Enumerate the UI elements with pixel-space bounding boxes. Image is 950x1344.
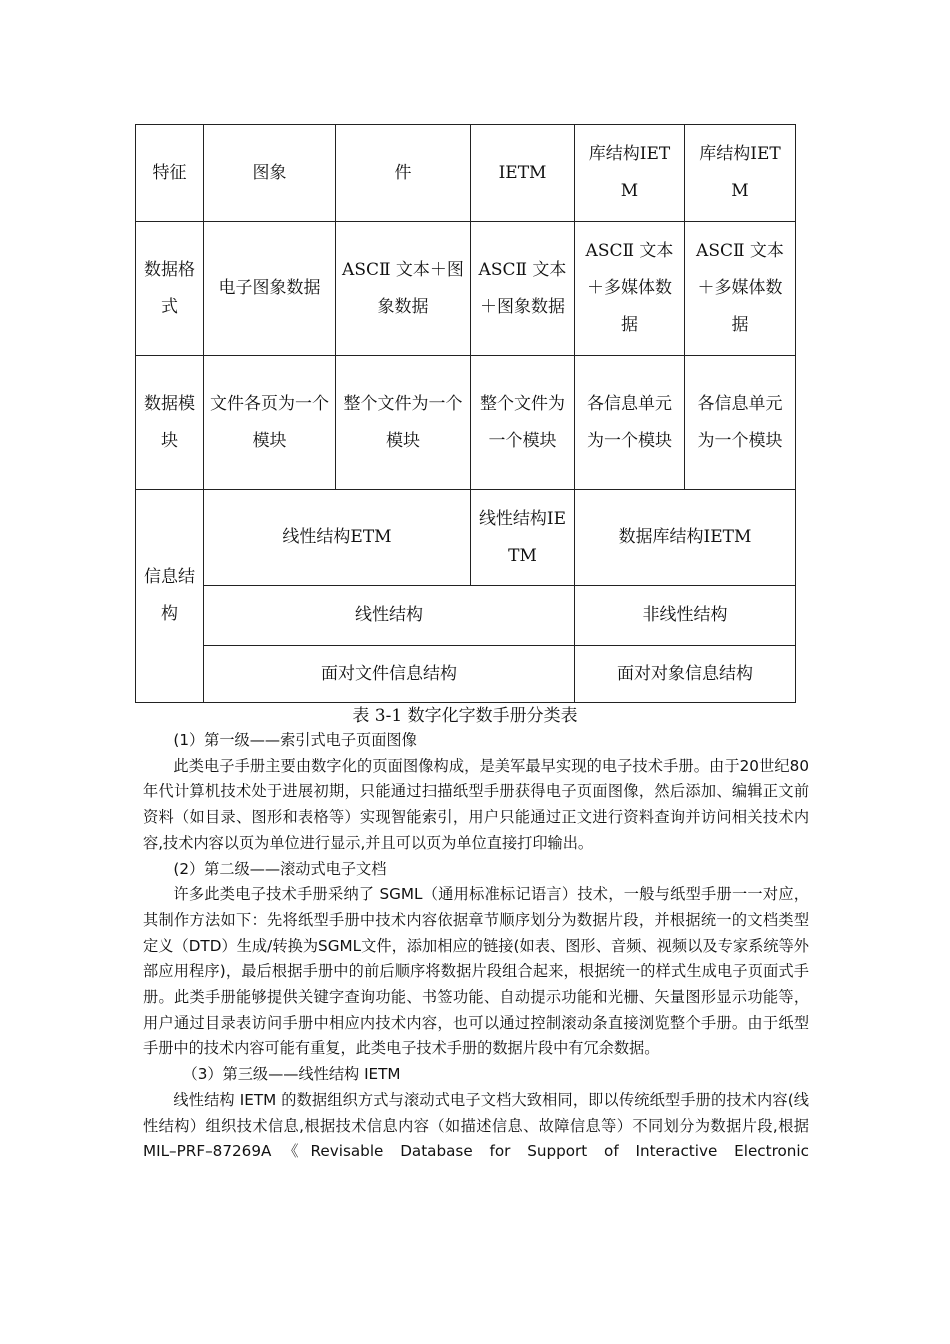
header-cell: 件 [336, 125, 471, 222]
table-cell: ASCⅡ 文本＋图象数据 [336, 222, 471, 356]
table-cell: 各信息单元为一个模块 [575, 356, 685, 490]
table-cell: 电子图象数据 [204, 222, 336, 356]
header-cell: IETM [471, 125, 575, 222]
classification-table [135, 124, 796, 703]
section-heading: (1）第一级——索引式电子页面图像 [173, 731, 417, 749]
table-row [136, 490, 796, 586]
table-row [136, 586, 796, 646]
paragraph: 线性结构 IETM 的数据组织方式与滚动式电子文档大致相同，即以传统纸型手册的技术内容(线性结构）组织技术信息,根据技术信息内容（如描述信息、故障信息等）不同划分为数据片段,根据 MIL–PRF–87269A《Revisable Database for Support of Interactive Electronic [143, 1090, 809, 1161]
header-cell: 图象 [204, 125, 336, 222]
table-cell: 各信息单元为一个模块 [685, 356, 796, 490]
body-text [143, 728, 809, 1165]
table-row [136, 356, 796, 490]
paragraph: 许多此类电子技术手册采纳了 SGML（通用标准标记语言）技术，一般与纸型手册一一对应，其制作方法如下：先将纸型手册中技术内容依据章节顺序划分为数据片段，并根据统一的文档类型定义（DTD）生成/转换为SGML文件，添加相应的链接(如表、图形、音频、视频以及专家系统等外部应用程序)，最后根据手册中的前后顺序将数据片段组合起来，根据统一的样式生成电子页面式手册。此类手册能够提供关键字查询功能、书签功能、自动提示功能和光栅、矢量图形显示功能等，用户通过目录表访问手册中相应内技术内容，也可以通过控制滚动条直接浏览整个手册。由于纸型手册中的技术内容可能有重复，此类电子技术手册的数据片段中有冗余数据。 [143, 885, 809, 1058]
table-cell: 非线性结构 [575, 586, 796, 646]
table-cell: 整个文件为一个模块 [471, 356, 575, 490]
table-cell: 文件各页为一个模块 [204, 356, 336, 490]
table-cell: ASCⅡ 文本＋多媒体数据 [685, 222, 796, 356]
section-heading: (2）第二级——滚动式电子文档 [173, 859, 387, 878]
table-row [136, 646, 796, 703]
row-label: 数据格式 [136, 222, 204, 356]
table-cell: 整个文件为一个模块 [336, 356, 471, 490]
table-header-row [136, 125, 796, 222]
table-cell: ASCⅡ 文本＋多媒体数据 [575, 222, 685, 356]
table-cell: 线性结构 [204, 586, 575, 646]
table-cell: 数据库结构IETM [575, 490, 796, 586]
paragraph: 此类电子手册主要由数字化的页面图像构成，是美军最早实现的电子技术手册。由于20世纪80年代计算机技术处于进展初期，只能通过扫描纸型手册获得电子页面图像，然后添加、编辑正文前资料（如目录、图形和表格等）实现智能索引，用户只能通过正文进行资料查询并访问相关技术内容,技术内容以页为单位进行显示,并且可以页为单位直接打印输出。 [143, 756, 809, 852]
table-cell: 面对文件信息结构 [204, 646, 575, 703]
header-cell: 特征 [136, 125, 204, 222]
row-label: 信息结构 [136, 490, 204, 703]
table-cell: 面对对象信息结构 [575, 646, 796, 703]
section-heading: （3）第三级——线性结构 IETM [182, 1065, 401, 1084]
table-cell: 线性结构ETM [204, 490, 471, 586]
row-label: 数据模块 [136, 356, 204, 490]
table-caption: 表 3-1 数字化字数手册分类表 [352, 706, 578, 726]
header-cell: 库结构IETM [575, 125, 685, 222]
table-row [136, 222, 796, 356]
table-cell: 线性结构IETM [471, 490, 575, 586]
header-cell: 库结构IETM [685, 125, 796, 222]
table-cell: ASCⅡ 文本＋图象数据 [471, 222, 575, 356]
